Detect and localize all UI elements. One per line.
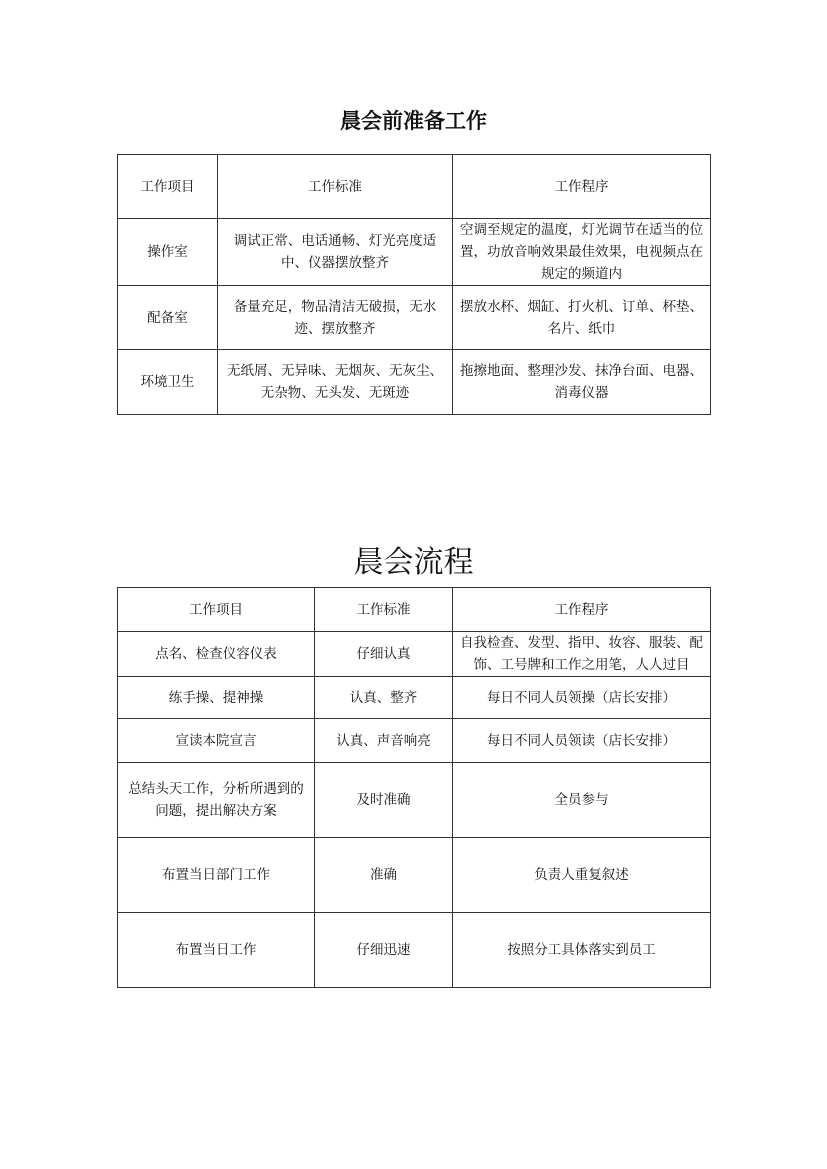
- meeting-flow-table: [117, 587, 711, 988]
- table-row: [118, 838, 711, 913]
- cell-standard: 认真、整齐: [315, 677, 453, 719]
- cell-item: 环境卫生: [118, 350, 218, 415]
- header-cell-item: 工作项目: [118, 155, 218, 219]
- cell-procedure: 自我检查、发型、指甲、妆容、服装、配饰、工号牌和工作之用笔，人人过目: [453, 632, 711, 677]
- header-cell-standard: 工作标准: [218, 155, 453, 219]
- cell-item: 总结头天工作，分析所遇到的问题，提出解决方案: [118, 763, 315, 838]
- cell-item: 配备室: [118, 286, 218, 350]
- cell-item: 操作室: [118, 219, 218, 286]
- cell-procedure: 每日不同人员领读（店长安排）: [453, 719, 711, 763]
- table-row: [118, 719, 711, 763]
- cell-item: 练手操、提神操: [118, 677, 315, 719]
- cell-procedure: 空调至规定的温度，灯光调节在适当的位置，功放音响效果最佳效果，电视频点在规定的频道内: [453, 219, 711, 286]
- header-cell-standard: 工作标准: [315, 588, 453, 632]
- table-header-row: [118, 155, 711, 219]
- header-cell-procedure: 工作程序: [453, 155, 711, 219]
- table-row: [118, 286, 711, 350]
- page-title-prep: 晨会前准备工作: [340, 108, 487, 133]
- header-cell-item: 工作项目: [118, 588, 315, 632]
- table-row: [118, 350, 711, 415]
- cell-procedure: 摆放水杯、烟缸、打火机、订单、杯垫、名片、纸巾: [453, 286, 711, 350]
- cell-standard: 准确: [315, 838, 453, 913]
- cell-item: 点名、检查仪容仪表: [118, 632, 315, 677]
- cell-procedure: 负责人重复叙述: [453, 838, 711, 913]
- cell-standard: 无纸屑、无异味、无烟灰、无灰尘、无杂物、无头发、无斑迹: [218, 350, 453, 415]
- cell-procedure: 每日不同人员领操（店长安排）: [453, 677, 711, 719]
- cell-standard: 及时准确: [315, 763, 453, 838]
- cell-procedure: 拖擦地面、整理沙发、抹净台面、电器、消毒仪器: [453, 350, 711, 415]
- cell-standard: 仔细迅速: [315, 913, 453, 988]
- cell-standard: 备量充足，物品清洁无破损，无水迹、摆放整齐: [218, 286, 453, 350]
- cell-standard: 调试正常、电话通畅、灯光亮度适中、仪器摆放整齐: [218, 219, 453, 286]
- cell-item: 布置当日部门工作: [118, 838, 315, 913]
- table-row: [118, 763, 711, 838]
- prep-work-table: [117, 154, 711, 415]
- cell-item: 宣读本院宣言: [118, 719, 315, 763]
- header-cell-procedure: 工作程序: [453, 588, 711, 632]
- cell-item: 布置当日工作: [118, 913, 315, 988]
- cell-procedure: 全员参与: [453, 763, 711, 838]
- table-row: [118, 913, 711, 988]
- table-row: [118, 632, 711, 677]
- cell-standard: 认真、声音响亮: [315, 719, 453, 763]
- table-row: [118, 677, 711, 719]
- table-header-row: [118, 588, 711, 632]
- cell-standard: 仔细认真: [315, 632, 453, 677]
- cell-procedure: 按照分工具体落实到员工: [453, 913, 711, 988]
- table-row: [118, 219, 711, 286]
- page-title-flow: 晨会流程: [353, 545, 474, 580]
